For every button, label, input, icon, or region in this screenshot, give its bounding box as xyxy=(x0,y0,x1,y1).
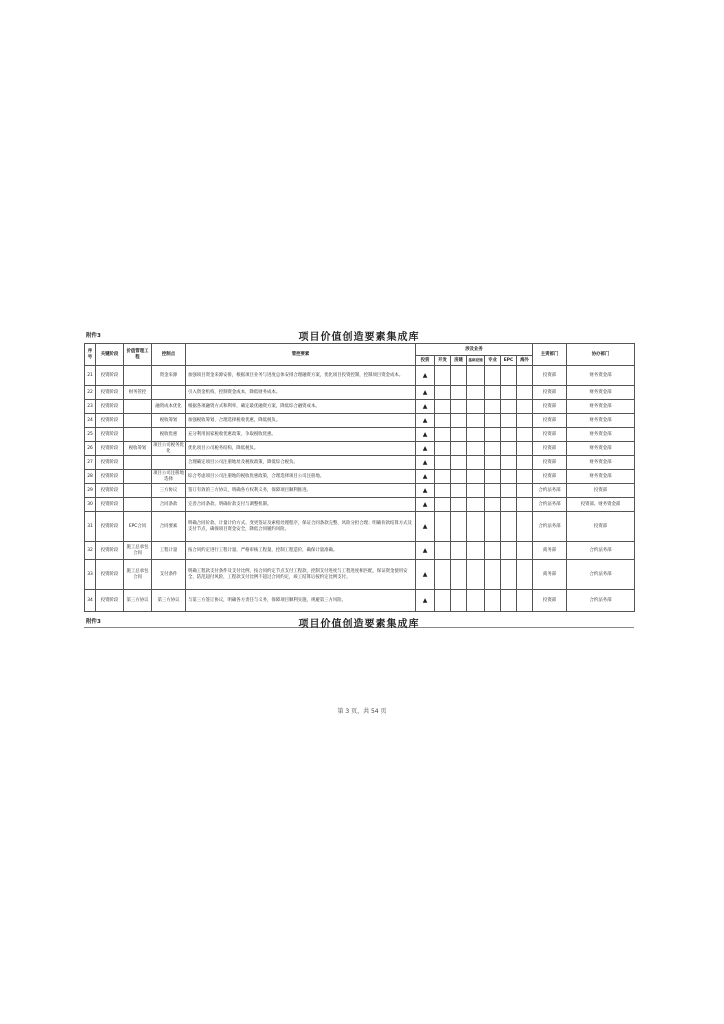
row-stage: 投资阶段 xyxy=(96,366,124,386)
business-mark-cell xyxy=(467,484,485,498)
business-mark-cell xyxy=(451,590,467,612)
business-mark-cell xyxy=(501,498,517,512)
table-row xyxy=(85,512,635,542)
table-row xyxy=(85,560,635,590)
row-requirement: 综合考虑项目公司注册地的税收优惠政策，合理选择项目公司注册地。 xyxy=(186,470,416,484)
business-mark-cell xyxy=(517,428,533,442)
row-lead: 投资部 xyxy=(533,470,567,484)
row-mgmt xyxy=(124,456,152,470)
business-mark-cell: ▲ xyxy=(416,498,435,512)
row-mgmt: 财务管控 xyxy=(124,386,152,400)
business-mark-cell xyxy=(467,542,485,560)
business-mark-cell xyxy=(485,442,501,456)
business-mark-cell xyxy=(501,400,517,414)
footer-line xyxy=(84,615,634,628)
business-mark-cell xyxy=(467,590,485,612)
row-requirement: 明确合同价款、计量计价方式、变更签证及索赔处理程序，保证合同条款完整、风险分担合理；明确价款结算方式及支付节点，确保项目资金安全，降低合同履约风险。 xyxy=(186,512,416,542)
business-mark-cell xyxy=(467,428,485,442)
business-mark-cell xyxy=(501,366,517,386)
header-biz: 开发 xyxy=(435,356,451,366)
row-stage: 投资阶段 xyxy=(96,400,124,414)
business-mark-cell xyxy=(451,498,467,512)
row-point: 税收筹划 xyxy=(152,414,186,428)
page-title-bottom: 项目价值创造要素集成库 xyxy=(298,619,420,630)
business-mark-cell xyxy=(517,498,533,512)
row-seq: 32 xyxy=(85,542,96,560)
row-lead: 投资部 xyxy=(533,456,567,470)
business-mark-cell xyxy=(435,560,451,590)
table-row xyxy=(85,590,635,612)
row-point: 项目公司注册地选择 xyxy=(153,470,184,482)
element-table xyxy=(84,343,635,612)
row-requirement: 引入资金机构，控制资金成本，降低财务成本。 xyxy=(186,386,416,400)
business-mark-cell: ▲ xyxy=(416,442,435,456)
row-assist: 财务资金部 xyxy=(567,366,635,386)
business-mark-cell xyxy=(501,456,517,470)
business-mark-cell: ▲ xyxy=(416,590,435,612)
business-mark-cell: ▲ xyxy=(416,560,435,590)
row-point: 工程计量 xyxy=(152,542,186,560)
row-stage: 投资阶段 xyxy=(96,414,124,428)
business-mark-cell xyxy=(517,512,533,542)
business-mark-cell xyxy=(451,366,467,386)
business-mark-cell xyxy=(435,590,451,612)
attachment-label: 附件3 xyxy=(86,333,101,339)
business-mark-cell xyxy=(451,542,467,560)
business-mark-cell xyxy=(435,498,451,512)
row-stage: 投资阶段 xyxy=(96,456,124,470)
business-mark-cell xyxy=(501,470,517,484)
business-mark-cell xyxy=(451,470,467,484)
table-row xyxy=(85,456,635,470)
business-mark-cell xyxy=(485,560,501,590)
row-stage: 投资阶段 xyxy=(96,590,124,612)
row-mgmt xyxy=(124,428,152,442)
row-mgmt: 施工总承包合同 xyxy=(124,560,152,590)
row-point: 第三方协议 xyxy=(152,590,186,612)
business-mark-cell xyxy=(485,386,501,400)
business-mark-cell xyxy=(485,542,501,560)
business-mark-cell xyxy=(517,542,533,560)
table-row xyxy=(85,484,635,498)
row-lead: 合约法务部 xyxy=(533,498,567,512)
row-seq: 28 xyxy=(85,470,96,484)
business-mark-cell xyxy=(501,590,517,612)
header-seq: 序号 xyxy=(85,344,96,366)
row-seq: 23 xyxy=(85,400,96,414)
row-seq: 21 xyxy=(85,366,96,386)
business-mark-cell xyxy=(501,386,517,400)
business-mark-cell xyxy=(467,400,485,414)
page-number: 第 3 页，共 54 页 xyxy=(337,708,387,715)
row-requirement: 与第三方签订协议，明确各方责任与义务，保障项目顺利实施，规避第三方风险。 xyxy=(186,590,416,612)
row-point: 融资成本优化 xyxy=(152,400,186,414)
row-requirement: 根据各项融资方式和利率，确定最优融资方案，降低综合融资成本。 xyxy=(186,400,416,414)
business-mark-cell: ▲ xyxy=(416,484,435,498)
business-mark-cell xyxy=(467,366,485,386)
row-mgmt xyxy=(124,484,152,498)
business-mark-cell: ▲ xyxy=(416,428,435,442)
business-mark-cell xyxy=(485,512,501,542)
business-mark-cell xyxy=(517,442,533,456)
row-mgmt: 第三方协议 xyxy=(124,590,152,612)
row-seq: 26 xyxy=(85,442,96,456)
business-mark-cell xyxy=(451,386,467,400)
header-point: 控制点 xyxy=(152,344,186,366)
business-mark-cell xyxy=(435,470,451,484)
business-mark-cell: ▲ xyxy=(416,470,435,484)
row-requirement: 加强税收筹划，合理选择税收优惠，降低税负。 xyxy=(186,414,416,428)
row-lead: 投资部 xyxy=(533,428,567,442)
business-mark-cell xyxy=(451,560,467,590)
row-mgmt xyxy=(124,498,152,512)
business-mark-cell xyxy=(501,484,517,498)
row-seq: 25 xyxy=(85,428,96,442)
business-mark-cell xyxy=(451,456,467,470)
row-requirement: 合理确定项目公司注册地址及税收政策，降低综合税负。 xyxy=(186,456,416,470)
row-mgmt: 税收筹划 xyxy=(124,442,152,456)
business-mark-cell xyxy=(467,414,485,428)
row-requirement: 加强项目资金来源安排，根据项目业务与进度总体安排合理融资方案，优化项目投资控制，控制项目资金成本。 xyxy=(186,366,416,386)
row-assist: 财务资金部 xyxy=(567,414,635,428)
header-biz: 投资 xyxy=(416,356,435,366)
attachment-label-bottom: 附件3 xyxy=(86,619,101,625)
header-biz: 海外 xyxy=(517,356,533,366)
row-mgmt: EPC合同 xyxy=(124,512,152,542)
business-mark-cell xyxy=(485,590,501,612)
table-row xyxy=(85,498,635,512)
business-mark-cell xyxy=(517,590,533,612)
row-stage: 投资阶段 xyxy=(96,560,124,590)
business-mark-cell xyxy=(485,470,501,484)
row-assist: 财务资金部 xyxy=(567,456,635,470)
business-mark-cell xyxy=(451,414,467,428)
header-biz: 专业 xyxy=(485,356,501,366)
row-point xyxy=(152,386,186,400)
row-point: 项目公司税务优化 xyxy=(153,442,184,454)
table-row xyxy=(85,400,635,414)
row-lead: 投资部 xyxy=(533,414,567,428)
business-mark-cell xyxy=(467,442,485,456)
business-mark-cell xyxy=(501,560,517,590)
row-requirement: 签订有效的三方协议，明确各方权利义务，保障项目顺利推进。 xyxy=(186,484,416,498)
row-point xyxy=(152,456,186,470)
business-mark-cell xyxy=(467,470,485,484)
header-biz: 房建 xyxy=(451,356,467,366)
business-mark-cell xyxy=(467,512,485,542)
page-title: 项目价值创造要素集成库 xyxy=(298,332,420,343)
row-stage: 投资阶段 xyxy=(96,470,124,484)
row-seq: 33 xyxy=(85,560,96,590)
table-row xyxy=(85,366,635,386)
business-mark-cell xyxy=(517,400,533,414)
row-requirement: 充分利用国家税收优惠政策，争取税收优惠。 xyxy=(186,428,416,442)
header-stage: 关键阶段 xyxy=(96,344,124,366)
business-mark-cell xyxy=(451,400,467,414)
business-mark-cell xyxy=(501,512,517,542)
row-assist: 合约法务部 xyxy=(567,542,635,560)
row-seq: 30 xyxy=(85,498,96,512)
row-lead: 投资部 xyxy=(533,400,567,414)
row-seq: 31 xyxy=(85,512,96,542)
table-body xyxy=(85,366,635,612)
row-point: 资金来源 xyxy=(152,366,186,386)
business-mark-cell xyxy=(467,498,485,512)
row-stage: 投资阶段 xyxy=(96,428,124,442)
table-row xyxy=(85,386,635,400)
business-mark-cell xyxy=(485,484,501,498)
row-requirement: 按合同约定进行工程计量，严格审核工程量，控制工程造价，确保计量准确。 xyxy=(186,542,416,560)
row-assist: 投资部、财务资金部 xyxy=(567,498,635,512)
header-requirement: 管控要素 xyxy=(186,344,416,366)
row-stage: 投资阶段 xyxy=(96,498,124,512)
row-mgmt xyxy=(124,366,152,386)
row-seq: 29 xyxy=(85,484,96,498)
row-mgmt xyxy=(124,414,152,428)
business-mark-cell xyxy=(467,386,485,400)
business-mark-cell xyxy=(517,484,533,498)
header-lead: 主责部门 xyxy=(533,344,567,366)
row-assist: 合约法务部 xyxy=(567,590,635,612)
business-mark-cell: ▲ xyxy=(416,414,435,428)
business-mark-cell xyxy=(451,512,467,542)
header-line xyxy=(84,327,634,343)
row-assist: 财务资金部 xyxy=(567,470,635,484)
row-assist: 合约法务部 xyxy=(567,560,635,590)
table-row xyxy=(85,428,635,442)
business-mark-cell xyxy=(485,428,501,442)
business-mark-cell xyxy=(517,560,533,590)
business-mark-cell xyxy=(435,542,451,560)
business-mark-cell xyxy=(435,386,451,400)
row-seq: 34 xyxy=(85,590,96,612)
row-stage: 投资阶段 xyxy=(96,512,124,542)
business-mark-cell xyxy=(501,542,517,560)
row-assist: 财务资金部 xyxy=(567,428,635,442)
row-point: 税收优惠 xyxy=(152,428,186,442)
business-mark-cell: ▲ xyxy=(416,400,435,414)
table-row xyxy=(85,442,635,456)
table-row xyxy=(85,414,635,428)
row-mgmt: 施工总承包合同 xyxy=(124,542,152,560)
row-stage: 投资阶段 xyxy=(96,484,124,498)
business-mark-cell: ▲ xyxy=(416,456,435,470)
header-business: 涉及业务 xyxy=(416,344,533,356)
business-mark-cell xyxy=(485,400,501,414)
row-stage: 投资阶段 xyxy=(96,542,124,560)
row-assist: 投资部 xyxy=(567,512,635,542)
document-sheet xyxy=(84,327,634,628)
row-lead: 投资部 xyxy=(533,442,567,456)
business-mark-cell xyxy=(485,498,501,512)
business-mark-cell xyxy=(501,442,517,456)
header-biz: 基础设施 xyxy=(467,356,485,366)
business-mark-cell xyxy=(517,470,533,484)
business-mark-cell xyxy=(517,366,533,386)
row-mgmt xyxy=(124,470,152,484)
table-row xyxy=(85,542,635,560)
row-lead: 商务部 xyxy=(533,560,567,590)
business-mark-cell xyxy=(501,428,517,442)
business-mark-cell xyxy=(451,484,467,498)
business-mark-cell: ▲ xyxy=(416,512,435,542)
business-mark-cell xyxy=(467,560,485,590)
row-seq: 27 xyxy=(85,456,96,470)
business-mark-cell xyxy=(435,400,451,414)
business-mark-cell xyxy=(485,456,501,470)
business-mark-cell xyxy=(435,442,451,456)
row-point: 合同要素 xyxy=(152,512,186,542)
row-seq: 22 xyxy=(85,386,96,400)
row-requirement: 优化项目公司税务结构，降低税负。 xyxy=(186,442,416,456)
row-stage: 投资阶段 xyxy=(96,386,124,400)
row-assist: 财务资金部 xyxy=(567,400,635,414)
row-point: 合同条款 xyxy=(152,498,186,512)
header-mgmt: 价值管理工程 xyxy=(124,344,152,366)
row-point: 三方协议 xyxy=(152,484,186,498)
row-requirement: 完善合同条款，明确价款支付与调整机制。 xyxy=(186,498,416,512)
row-lead: 合约法务部 xyxy=(533,484,567,498)
header-biz: EPC xyxy=(501,356,517,366)
row-assist: 投资部 xyxy=(567,484,635,498)
business-mark-cell xyxy=(517,386,533,400)
row-lead: 投资部 xyxy=(533,366,567,386)
business-mark-cell: ▲ xyxy=(416,542,435,560)
row-lead: 商务部 xyxy=(533,542,567,560)
business-mark-cell: ▲ xyxy=(416,386,435,400)
business-mark-cell xyxy=(485,366,501,386)
row-requirement: 明确工程款支付条件及支付比例，按合同约定节点支付工程款，控制支付进度与工程进度相匹配，保证资金使用安全，防范超付风险，工程款支付比例不超过合同约定，竣工结算后按约定比例支付。 xyxy=(186,560,416,590)
row-lead: 合约法务部 xyxy=(533,512,567,542)
row-point: 支付条件 xyxy=(152,560,186,590)
business-mark-cell xyxy=(467,456,485,470)
table-row xyxy=(85,470,635,484)
business-mark-cell xyxy=(435,512,451,542)
row-lead: 投资部 xyxy=(533,590,567,612)
business-mark-cell xyxy=(435,484,451,498)
row-assist: 财务资金部 xyxy=(567,386,635,400)
row-seq: 24 xyxy=(85,414,96,428)
business-mark-cell xyxy=(451,442,467,456)
business-mark-cell xyxy=(517,456,533,470)
business-mark-cell xyxy=(435,414,451,428)
header-assist: 协办部门 xyxy=(567,344,635,366)
row-assist: 财务资金部 xyxy=(567,442,635,456)
business-mark-cell xyxy=(501,414,517,428)
business-mark-cell xyxy=(517,414,533,428)
row-lead: 投资部 xyxy=(533,386,567,400)
business-mark-cell xyxy=(485,414,501,428)
row-stage: 投资阶段 xyxy=(96,442,124,456)
business-mark-cell xyxy=(451,428,467,442)
business-mark-cell xyxy=(435,428,451,442)
business-mark-cell: ▲ xyxy=(416,366,435,386)
row-mgmt xyxy=(124,400,152,414)
business-mark-cell xyxy=(435,366,451,386)
business-mark-cell xyxy=(435,456,451,470)
